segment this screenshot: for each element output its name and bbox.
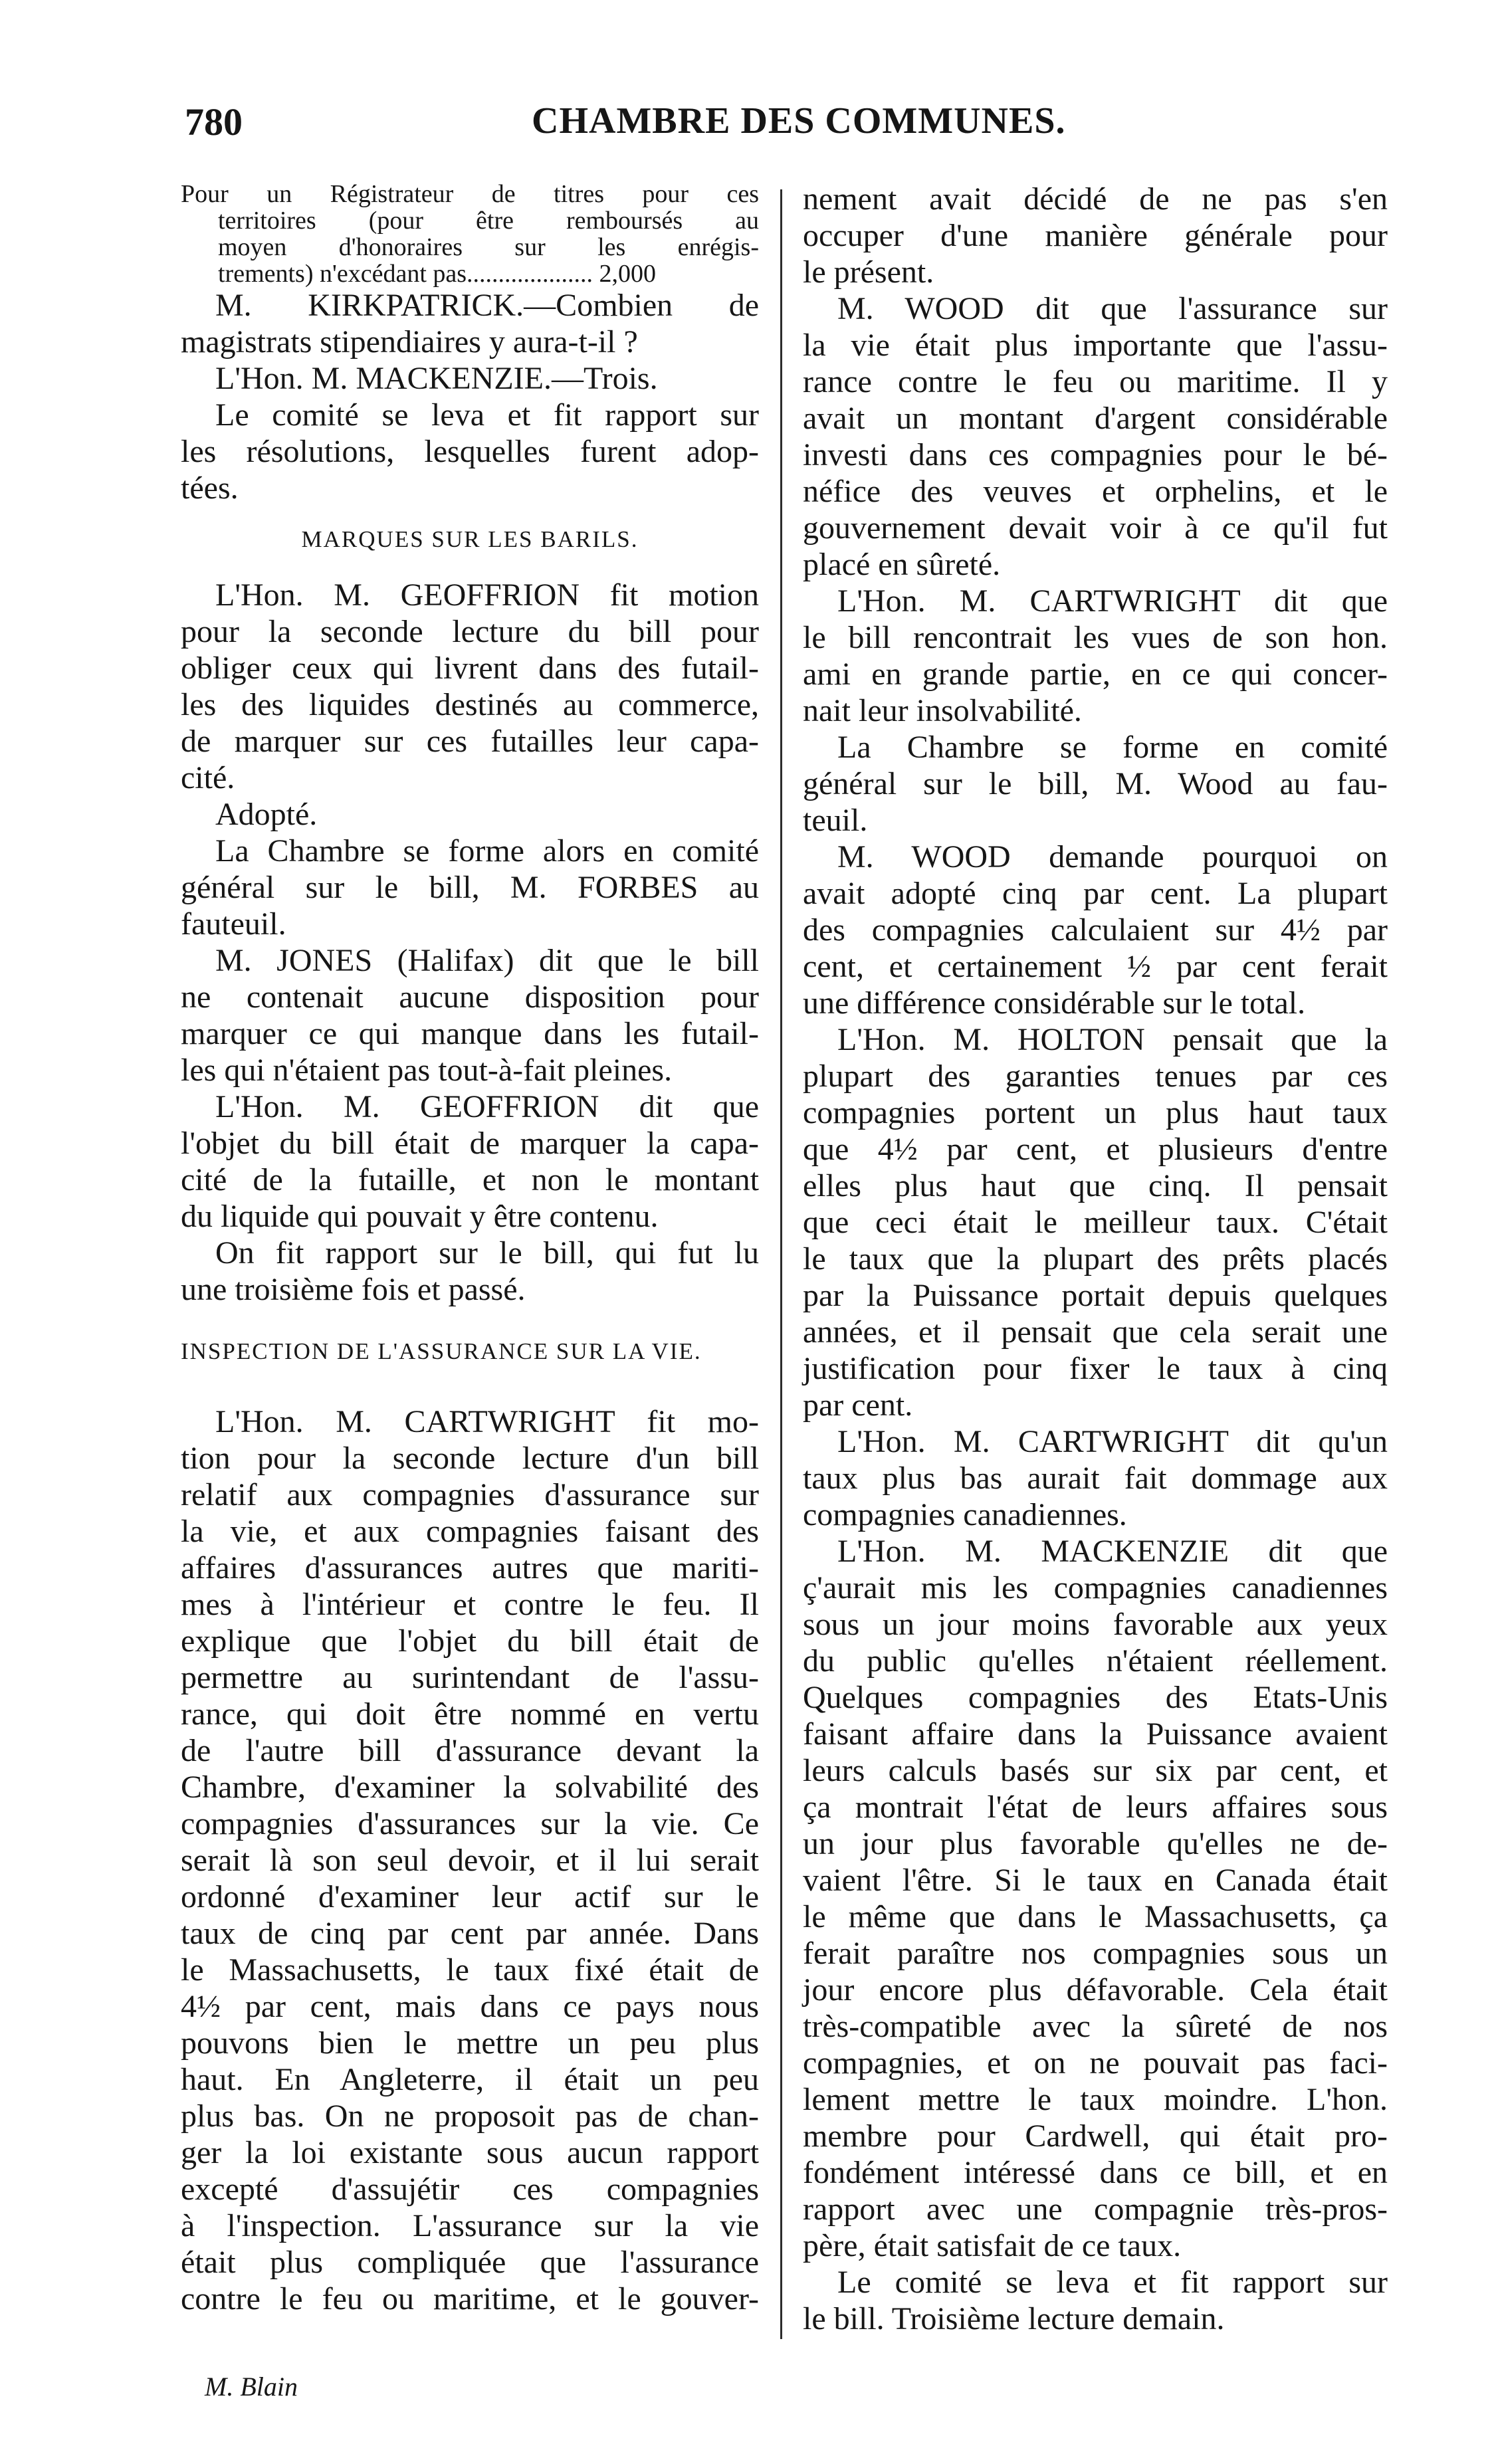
text-line: rance contre le feu ou maritime. Il y — [803, 364, 1388, 399]
text-line: une différence considérable sur le total. — [803, 985, 1306, 1021]
text-line: placé en sûreté. — [803, 547, 1001, 582]
text-line: tion pour la seconde lecture d'un bill — [181, 1441, 759, 1476]
text-line: Adopté. — [215, 797, 318, 832]
text-line: que ceci était le meilleur taux. C'était — [803, 1205, 1388, 1240]
text-line: membre pour Cardwell, qui était pro- — [803, 2118, 1388, 2154]
text-line: une troisième fois et passé. — [181, 1272, 526, 1307]
right-column — [803, 181, 1388, 2337]
text-line: teuil. — [803, 803, 868, 838]
text-line: général sur le bill, M. FORBES au — [181, 870, 759, 905]
text-line: les des liquides destinés au commerce, — [181, 687, 759, 722]
text-line: avait adopté cinq par cent. La plupart — [803, 876, 1388, 911]
text-line: ami en grande partie, en ce qui concer- — [803, 657, 1388, 692]
text-line: M. WOOD dit que l'assurance sur — [837, 291, 1388, 326]
text-line: les qui n'étaient pas tout-à-fait pleines. — [181, 1053, 673, 1088]
text-line: plupart des garanties tenues par ces — [803, 1059, 1388, 1094]
text-line: le présent. — [803, 255, 934, 290]
text-line: fauteuil. — [181, 906, 286, 942]
section-heading: INSPECTION DE L'ASSURANCE SUR LA VIE. — [181, 1338, 702, 1364]
text-line: ne contenait aucune disposition pour — [181, 979, 759, 1015]
text-line: avait un montant d'argent considérable — [803, 401, 1388, 436]
text-line: Chambre, d'examiner la solvabilité des — [181, 1770, 759, 1805]
text-line: le bill. Troisième lecture demain. — [803, 2301, 1225, 2336]
text-line: leurs calculs basés sur six par cent, et — [803, 1753, 1388, 1788]
text-line: taux de cinq par cent par année. Dans — [181, 1916, 759, 1951]
text-line: L'Hon. M. HOLTON pensait que la — [837, 1022, 1388, 1057]
text-line: nait leur insolvabilité. — [803, 693, 1082, 728]
text-line: ç'aurait mis les compagnies canadiennes — [803, 1570, 1388, 1605]
text-line: La Chambre se forme alors en comité — [215, 833, 759, 869]
text-line: le même que dans le Massachusetts, ça — [803, 1899, 1388, 1934]
text-line: 4½ par cent, mais dans ce pays nous — [181, 1989, 759, 2024]
text-line: vaient l'être. Si le taux en Canada était — [803, 1863, 1388, 1898]
text-line: ordonné d'examiner leur actif sur le — [181, 1879, 759, 1914]
text-line: cité de la futaille, et non le montant — [181, 1162, 759, 1197]
printer-signature: M. Blain — [205, 2372, 298, 2402]
text-line: investi dans ces compagnies pour le bé- — [803, 437, 1388, 472]
text-line: compagnies canadiennes. — [803, 1497, 1127, 1532]
text-line: taux plus bas aurait fait dommage aux — [803, 1461, 1388, 1496]
text-line: plus bas. On ne proposoit pas de chan- — [181, 2099, 759, 2134]
text-line: les résolutions, lesquelles furent adop- — [181, 434, 759, 469]
text-line: du public qu'elles n'étaient réellement. — [803, 1643, 1388, 1679]
text-line: gouvernement devait voir à ce qu'il fut — [803, 510, 1388, 546]
text-line: de marquer sur ces futailles leur capa- — [181, 724, 759, 759]
text-line: moyen d'honoraires sur les enrégis- — [218, 233, 759, 261]
text-line: territoires (pour être remboursés au — [218, 207, 759, 235]
text-line: de l'autre bill d'assurance devant la — [181, 1733, 759, 1768]
text-line: tées. — [181, 470, 239, 506]
text-line: Pour un Régistrateur de titres pour ces — [181, 180, 759, 208]
text-line: M. WOOD demande pourquoi on — [837, 839, 1388, 874]
text-line: affaires d'assurances autres que mariti- — [181, 1550, 759, 1586]
text-line: Le comité se leva et fit rapport sur — [837, 2265, 1388, 2300]
text-line: cent, et certainement ½ par cent ferait — [803, 949, 1388, 984]
text-line: excepté d'assujétir ces compagnies — [181, 2172, 759, 2207]
text-line: à l'inspection. L'assurance sur la vie — [181, 2208, 759, 2243]
text-line: L'Hon. M. GEOFFRION fit motion — [215, 577, 759, 613]
text-line: serait là son seul devoir, et il lui serait — [181, 1843, 759, 1878]
text-line: sous un jour moins favorable aux yeux — [803, 1607, 1388, 1642]
text-line: L'Hon. M. CARTWRIGHT fit mo- — [215, 1404, 759, 1439]
text-line: que 4½ par cent, et plusieurs d'entre — [803, 1132, 1388, 1167]
text-line: M. KIRKPATRICK.—Combien de — [215, 288, 759, 323]
text-line: rapport avec une compagnie très-pros- — [803, 2192, 1388, 2227]
text-line: des compagnies calculaient sur 4½ par — [803, 912, 1388, 948]
text-line: la vie, et aux compagnies faisant des — [181, 1514, 759, 1549]
text-line: ferait paraître nos compagnies sous un — [803, 1936, 1388, 1971]
text-line: L'Hon. M. MACKENZIE dit que — [837, 1534, 1388, 1569]
left-column — [181, 181, 759, 2317]
text-line: L'Hon. M. MACKENZIE.—Trois. — [215, 361, 658, 396]
text-line: haut. En Angleterre, il était un peu — [181, 2062, 759, 2097]
text-line: jour encore plus défavorable. Cela était — [803, 1972, 1388, 2007]
text-line: l'objet du bill était de marquer la capa- — [181, 1126, 759, 1161]
text-line: néfice des veuves et orphelins, et le — [803, 474, 1388, 509]
text-line: compagnies, et on ne pouvait pas faci- — [803, 2045, 1388, 2081]
text-line: contre le feu ou maritime, et le gouver- — [181, 2281, 759, 2316]
text-line: L'Hon. M. GEOFFRION dit que — [215, 1089, 759, 1124]
text-line: faisant affaire dans la Puissance avaient — [803, 1716, 1388, 1752]
text-line: permettre au surintendant de l'assu- — [181, 1660, 759, 1695]
text-line: un jour plus favorable qu'elles ne de- — [803, 1826, 1388, 1861]
text-line: L'Hon. M. CARTWRIGHT dit qu'un — [837, 1424, 1388, 1459]
text-line: compagnies d'assurances sur la vie. Ce — [181, 1806, 759, 1841]
text-line: trements) n'excédant pas.................... 2,000 — [218, 260, 657, 288]
text-line: mes à l'intérieur et contre le feu. Il — [181, 1587, 759, 1622]
text-line: la vie était plus importante que l'assu- — [803, 328, 1388, 363]
text-line: explique que l'objet du bill était de — [181, 1623, 759, 1659]
text-line: On fit rapport sur le bill, qui fut lu — [215, 1235, 759, 1271]
running-head: CHAMBRE DES COMMUNES. — [532, 100, 1066, 142]
text-line: compagnies portent un plus haut taux — [803, 1095, 1388, 1130]
text-line: ça montrait l'état de leurs affaires sous — [803, 1790, 1388, 1825]
text-line: le Massachusetts, le taux fixé était de — [181, 1952, 759, 1988]
text-line: lement mettre le taux moindre. L'hon. — [803, 2082, 1388, 2117]
text-line: le bill rencontrait les vues de son hon. — [803, 620, 1388, 655]
text-line: fondément intéressé dans ce bill, et en — [803, 2155, 1388, 2190]
text-line: par cent. — [803, 1387, 913, 1423]
text-line: était plus compliquée que l'assurance — [181, 2245, 759, 2280]
text-line: justification pour fixer le taux à cinq — [803, 1351, 1388, 1386]
text-line: père, était satisfait de ce taux. — [803, 2228, 1182, 2263]
text-line: elles plus haut que cinq. Il pensait — [803, 1168, 1388, 1203]
text-line: nement avait décidé de ne pas s'en — [803, 181, 1388, 217]
text-line: marquer ce qui manque dans les futail- — [181, 1016, 759, 1051]
text-line: ger la loi existante sous aucun rapport — [181, 2135, 759, 2170]
text-line: le taux que la plupart des prêts placés — [803, 1241, 1388, 1277]
text-line: pouvons bien le mettre un peu plus — [181, 2025, 759, 2061]
text-line: par la Puissance portait depuis quelques — [803, 1278, 1388, 1313]
text-line: du liquide qui pouvait y être contenu. — [181, 1199, 659, 1234]
text-line: L'Hon. M. CARTWRIGHT dit que — [837, 583, 1388, 619]
text-line: relatif aux compagnies d'assurance sur — [181, 1477, 759, 1512]
text-line: très-compatible avec la sûreté de nos — [803, 2009, 1388, 2044]
text-line: La Chambre se forme en comité — [837, 730, 1388, 765]
text-line: cité. — [181, 760, 235, 795]
text-line: général sur le bill, M. Wood au fau- — [803, 766, 1388, 801]
text-line: années, et il pensait que cela serait une — [803, 1314, 1388, 1350]
text-line: Le comité se leva et fit rapport sur — [215, 397, 759, 433]
text-line: occuper d'une manière générale pour — [803, 218, 1388, 253]
column-divider — [780, 189, 782, 2339]
section-heading: MARQUES SUR LES BARILS. — [301, 526, 639, 552]
page-number: 780 — [185, 100, 243, 144]
text-line: magistrats stipendiaires y aura-t-il ? — [181, 324, 638, 359]
text-line: rance, qui doit être nommé en vertu — [181, 1696, 759, 1732]
text-line: obliger ceux qui livrent dans des futail- — [181, 651, 759, 686]
text-line: pour la seconde lecture du bill pour — [181, 614, 759, 649]
text-line: M. JONES (Halifax) dit que le bill — [215, 943, 759, 978]
text-line: Quelques compagnies des Etats-Unis — [803, 1680, 1388, 1715]
